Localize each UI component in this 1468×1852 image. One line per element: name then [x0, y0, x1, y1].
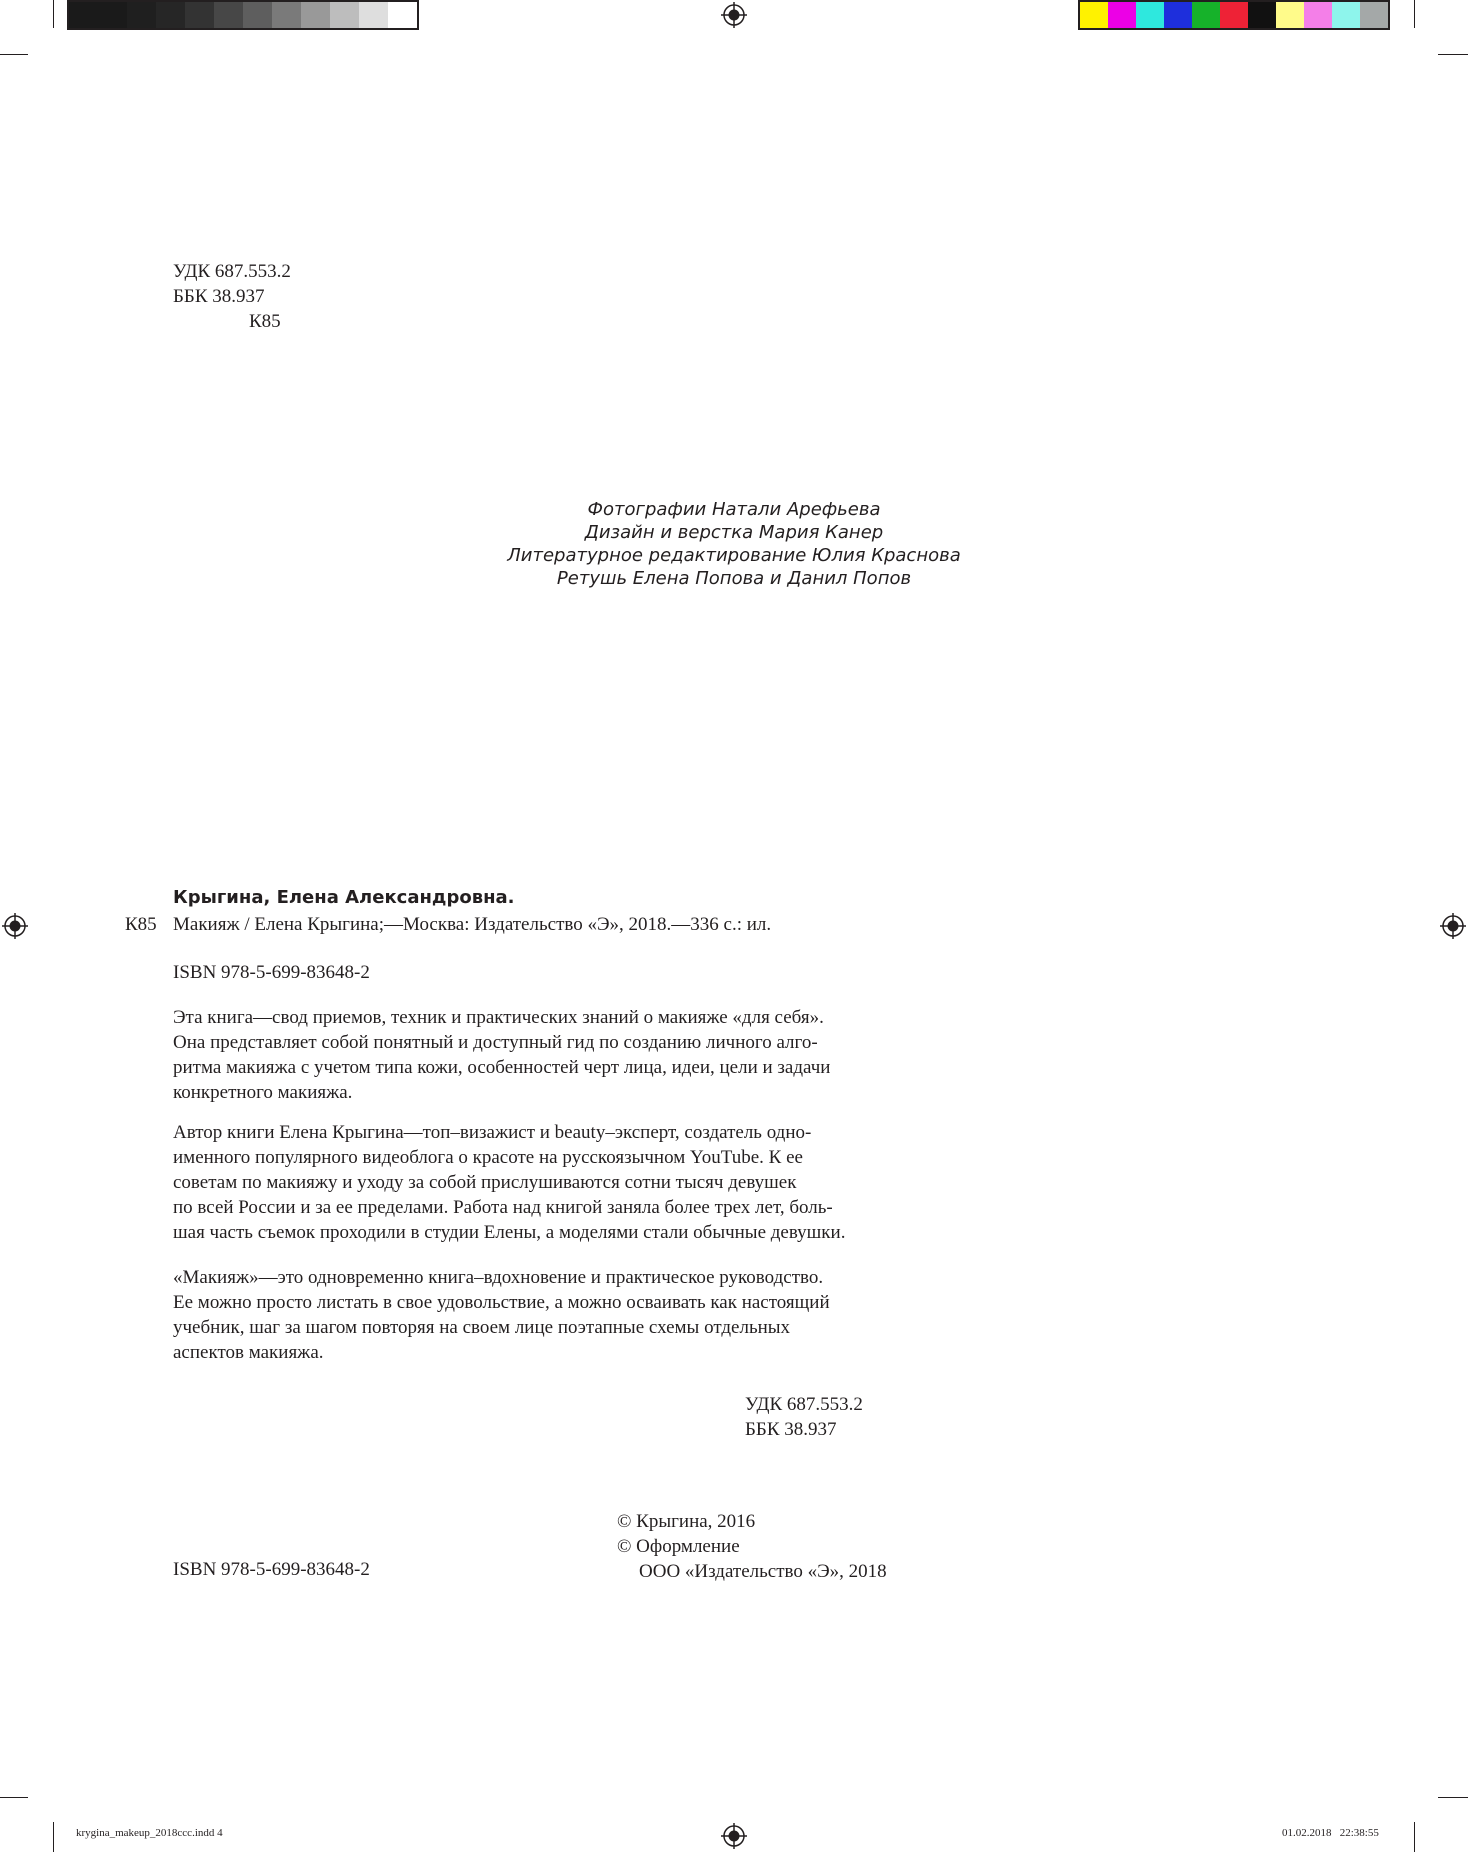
text-line: Она представляет собой понятный и доступный гид по созданию личного алго- [173, 1032, 818, 1053]
color-swatch [1108, 2, 1136, 28]
bbk-code: ББК 38.937 [745, 1419, 837, 1440]
text-line: «Макияж»—это одновременно книга–вдохновение и практическое руководство. [173, 1267, 824, 1288]
text-line: Автор книги Елена Крыгина—топ–визажист и beauty–эксперт, создатель одно- [173, 1122, 812, 1143]
text-line: Эта книга—свод приемов, техник и практических знаний о макияже «для себя». [173, 1007, 824, 1028]
text-line: Ее можно просто листать в свое удовольствие, а можно осваивать как настоящий [173, 1292, 830, 1313]
author-heading: Крыгина, Елена Александровна. [173, 887, 515, 908]
crop-mark [0, 54, 28, 55]
text-line: именного популярного видеоблога о красоте на русскоязычном YouTube. К ее [173, 1147, 803, 1168]
text-line: ритма макияжа с учетом типа кожи, особенностей черт лица, идеи, цели и задачи [173, 1057, 831, 1078]
classification-bottom [745, 1392, 863, 1442]
abstract-paragraph [173, 1005, 933, 1105]
print-datetime-slug: 01.02.2018 22:38:55 [1282, 1827, 1379, 1839]
author-sign-margin: К85 [125, 914, 157, 935]
abstract-paragraph [173, 1265, 933, 1365]
isbn-bottom: ISBN 978-5-699-83648-2 [173, 1559, 370, 1580]
abstract-paragraph [173, 1120, 933, 1245]
gray-swatch [156, 2, 185, 28]
gray-swatch [388, 2, 417, 28]
file-name-slug: krygina_makeup_2018ccc.indd 4 [76, 1827, 223, 1839]
credit-line: Литературное редактирование Юлия Краснова [507, 545, 961, 566]
color-swatch [1192, 2, 1220, 28]
registration-mark-top [721, 2, 747, 28]
color-swatch [1304, 2, 1332, 28]
crop-mark [1414, 0, 1415, 28]
bbk-code: ББК 38.937 [173, 286, 265, 307]
registration-mark-right [1440, 913, 1466, 939]
crop-mark [53, 0, 54, 28]
author-sign: К85 [249, 311, 281, 332]
color-swatch [1360, 2, 1388, 28]
gray-swatch [243, 2, 272, 28]
credit-line: Фотографии Натали Арефьева [587, 499, 881, 520]
crop-mark [1438, 1797, 1468, 1798]
udk-code: УДК 687.553.2 [173, 261, 291, 282]
text-line: по всей России и за ее пределами. Работа над книгой заняла более трех лет, боль- [173, 1197, 833, 1218]
gray-swatch [359, 2, 388, 28]
classification-top [173, 259, 291, 334]
credit-line: Ретушь Елена Попова и Данил Попов [556, 568, 912, 589]
isbn: ISBN 978-5-699-83648-2 [173, 962, 370, 983]
copyright-line: © Крыгина, 2016 [617, 1511, 756, 1532]
gray-swatch [272, 2, 301, 28]
crop-mark [0, 1797, 28, 1798]
text-line: учебник, шаг за шагом повторяя на своем лице поэтапные схемы отдельных [173, 1317, 791, 1338]
gray-swatch [214, 2, 243, 28]
registration-mark-left [2, 913, 28, 939]
text-line: конкретного макияжа. [173, 1082, 353, 1103]
copyright-line: ООО «Издательство «Э», 2018 [639, 1561, 887, 1582]
copyright-line: © Оформление [617, 1536, 740, 1557]
crop-mark [53, 1822, 54, 1852]
registration-mark-bottom [721, 1823, 747, 1849]
credit-line: Дизайн и верстка Мария Канер [584, 522, 884, 543]
udk-code: УДК 687.553.2 [745, 1394, 863, 1415]
color-swatch [1136, 2, 1164, 28]
color-swatch [1276, 2, 1304, 28]
color-swatch [1220, 2, 1248, 28]
text-line: шая часть съемок проходили в студии Елены, а моделями стали обычные девушки. [173, 1222, 846, 1243]
crop-mark [1438, 54, 1468, 55]
copyright-block [617, 1509, 887, 1584]
text-line: советам по макияжу и уходу за собой прислушиваются сотни тысяч девушек [173, 1172, 797, 1193]
gray-swatch [301, 2, 330, 28]
grayscale-color-bar [67, 0, 419, 30]
text-line: аспектов макияжа. [173, 1342, 324, 1363]
crop-mark [1414, 1822, 1415, 1852]
color-swatch [1164, 2, 1192, 28]
gray-swatch [330, 2, 359, 28]
color-swatch [1080, 2, 1108, 28]
credits [440, 498, 1028, 590]
color-swatch [1332, 2, 1360, 28]
gray-swatch [185, 2, 214, 28]
gray-swatch [69, 2, 98, 28]
color-swatch [1248, 2, 1276, 28]
gray-swatch [98, 2, 127, 28]
process-color-bar [1078, 0, 1390, 30]
book-description: Макияж / Елена Крыгина;—Москва: Издательство «Э», 2018.—336 с.: ил. [173, 914, 772, 935]
gray-swatch [127, 2, 156, 28]
